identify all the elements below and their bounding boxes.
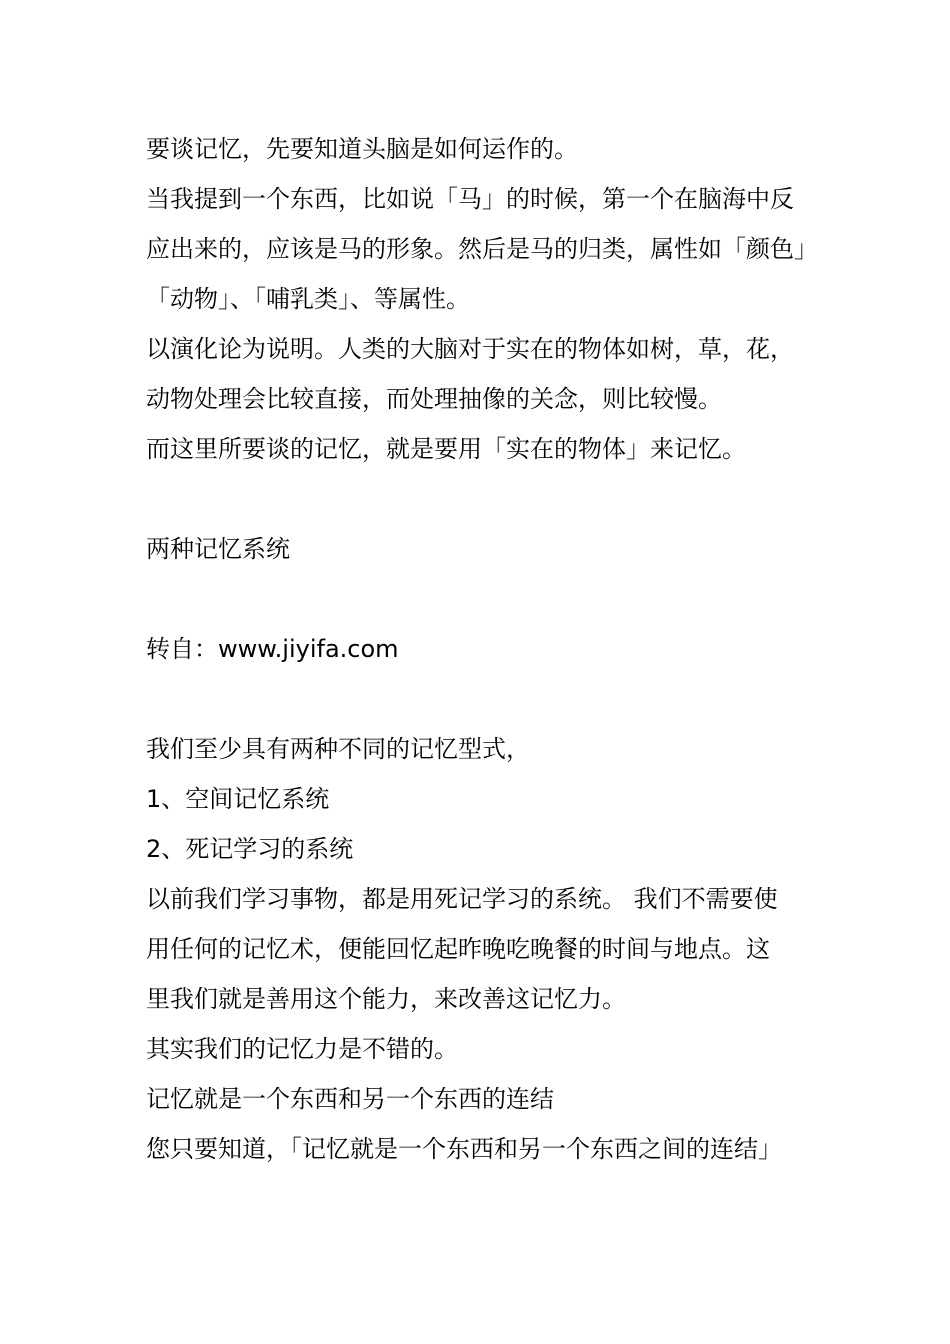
list-item-2: 2、死记学习的系统: [146, 835, 354, 863]
text-line-13: 以前我们学习事物，都是用死记学习的系统。 我们不需要使: [146, 885, 778, 913]
text-line-3: 应出来的，应该是马的形象。然后是马的归类，属性如「颜色」: [146, 235, 818, 263]
text-line-5: 以演化论为说明。人类的大脑对于实在的物体如树，草，花，: [146, 335, 794, 363]
text-line-2: 当我提到一个东西，比如说「马」的时候，第一个在脑海中反: [146, 185, 794, 213]
text-line-14: 用任何的记忆术，便能回忆起昨晚吃晚餐的时间与地点。这: [146, 935, 770, 963]
text-line-4: 「动物」、「哺乳类」、等属性。: [146, 285, 470, 313]
list-item-1: 1、空间记忆系统: [146, 785, 330, 813]
text-line-6: 动物处理会比较直接，而处理抽像的关念，则比较慢。: [146, 385, 722, 413]
text-line-15: 里我们就是善用这个能力，来改善这记忆力。: [146, 985, 626, 1013]
text-line-7: 而这里所要谈的记忆，就是要用「实在的物体」来记忆。: [146, 435, 746, 463]
text-line-16: 其实我们的记忆力是不错的。: [146, 1035, 458, 1063]
source-line: 转自：www.jiyifa.com: [146, 635, 399, 663]
section-heading: 两种记忆系统: [146, 535, 290, 563]
text-line-17: 记忆就是一个东西和另一个东西的连结: [146, 1085, 554, 1113]
text-line-10: 我们至少具有两种不同的记忆型式，: [146, 735, 530, 763]
text-line-1: 要谈记忆，先要知道头脑是如何运作的。: [146, 135, 578, 163]
text-line-18: 您只要知道，「记忆就是一个东西和另一个东西之间的连结」: [146, 1135, 782, 1163]
